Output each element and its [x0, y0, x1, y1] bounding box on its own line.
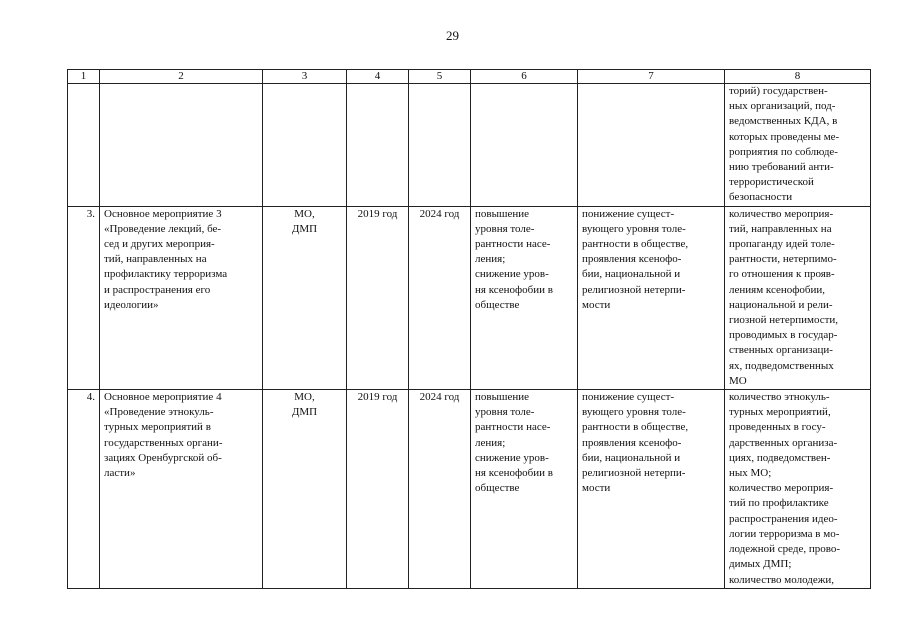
column-header: 5	[409, 70, 471, 84]
cell-num: 3.	[68, 206, 100, 389]
cell-indicator: торий) государствен- ных организаций, под- ведомственных КДА, в которых проведены ме- роприятия по соблюде- нию требований анти- террористической безопасности	[725, 84, 871, 207]
program-measures-table	[67, 69, 871, 589]
cell-end: 2024 год	[409, 206, 471, 389]
cell-start: 2019 год	[347, 390, 409, 589]
cell-executor: МО, ДМП	[263, 390, 347, 589]
cell-num	[68, 84, 100, 207]
cell-measure: Основное мероприятие 4 «Проведение этнокуль- турных мероприятий в государственных органи- зациях Оренбургской об- ласти»	[100, 390, 263, 589]
cell-start: 2019 год	[347, 206, 409, 389]
cell-expected	[471, 84, 578, 207]
cell-end	[409, 84, 471, 207]
cell-indicator: количество этнокуль- турных мероприятий, проведенных в госу- дарственных организа- циях, подведомствен- ных МО; количество мероприя- тий по профилактике распространения идео- логии терроризма в мо- лодежной среде, прово- димых ДМП; количество молодежи,	[725, 390, 871, 589]
cell-measure	[100, 84, 263, 207]
cell-indicator: количество мероприя- тий, направленных на пропаганду идей толе- рантности, нетерпимо- го отношения к прояв- лениям ксенофобии, национальной и рели- гиозной нетерпимости, проводимых в государ- ственных организаци- ях, подведомственных МО	[725, 206, 871, 389]
column-header: 4	[347, 70, 409, 84]
cell-measure: Основное мероприятие 3 «Проведение лекций, бе- сед и других мероприя- тий, направленных на профилактику терроризма и распространения его идеологии»	[100, 206, 263, 389]
cell-consequences	[578, 84, 725, 207]
column-header: 6	[471, 70, 578, 84]
cell-start	[347, 84, 409, 207]
cell-end: 2024 год	[409, 390, 471, 589]
page-number: 29	[446, 28, 459, 43]
table-row	[68, 390, 871, 589]
cell-consequences: понижение сущест- вующего уровня толе- рантности в обществе, проявления ксенофо- бии, национальной и религиозной нетерпи- мости	[578, 390, 725, 589]
table-row-continuation	[68, 84, 871, 207]
cell-executor	[263, 84, 347, 207]
cell-num: 4.	[68, 390, 100, 589]
column-header: 2	[100, 70, 263, 84]
column-header: 8	[725, 70, 871, 84]
table-row	[68, 206, 871, 389]
cell-executor: МО, ДМП	[263, 206, 347, 389]
cell-expected: повышение уровня толе- рантности насе- ления; снижение уров- ня ксенофобии в обществе	[471, 390, 578, 589]
column-header: 7	[578, 70, 725, 84]
cell-consequences: понижение сущест- вующего уровня толе- рантности в обществе, проявления ксенофо- бии, национальной и религиозной нетерпи- мости	[578, 206, 725, 389]
cell-expected: повышение уровня толе- рантности насе- ления; снижение уров- ня ксенофобии в обществе	[471, 206, 578, 389]
column-header: 1	[68, 70, 100, 84]
table-header-row	[68, 70, 871, 84]
column-header: 3	[263, 70, 347, 84]
